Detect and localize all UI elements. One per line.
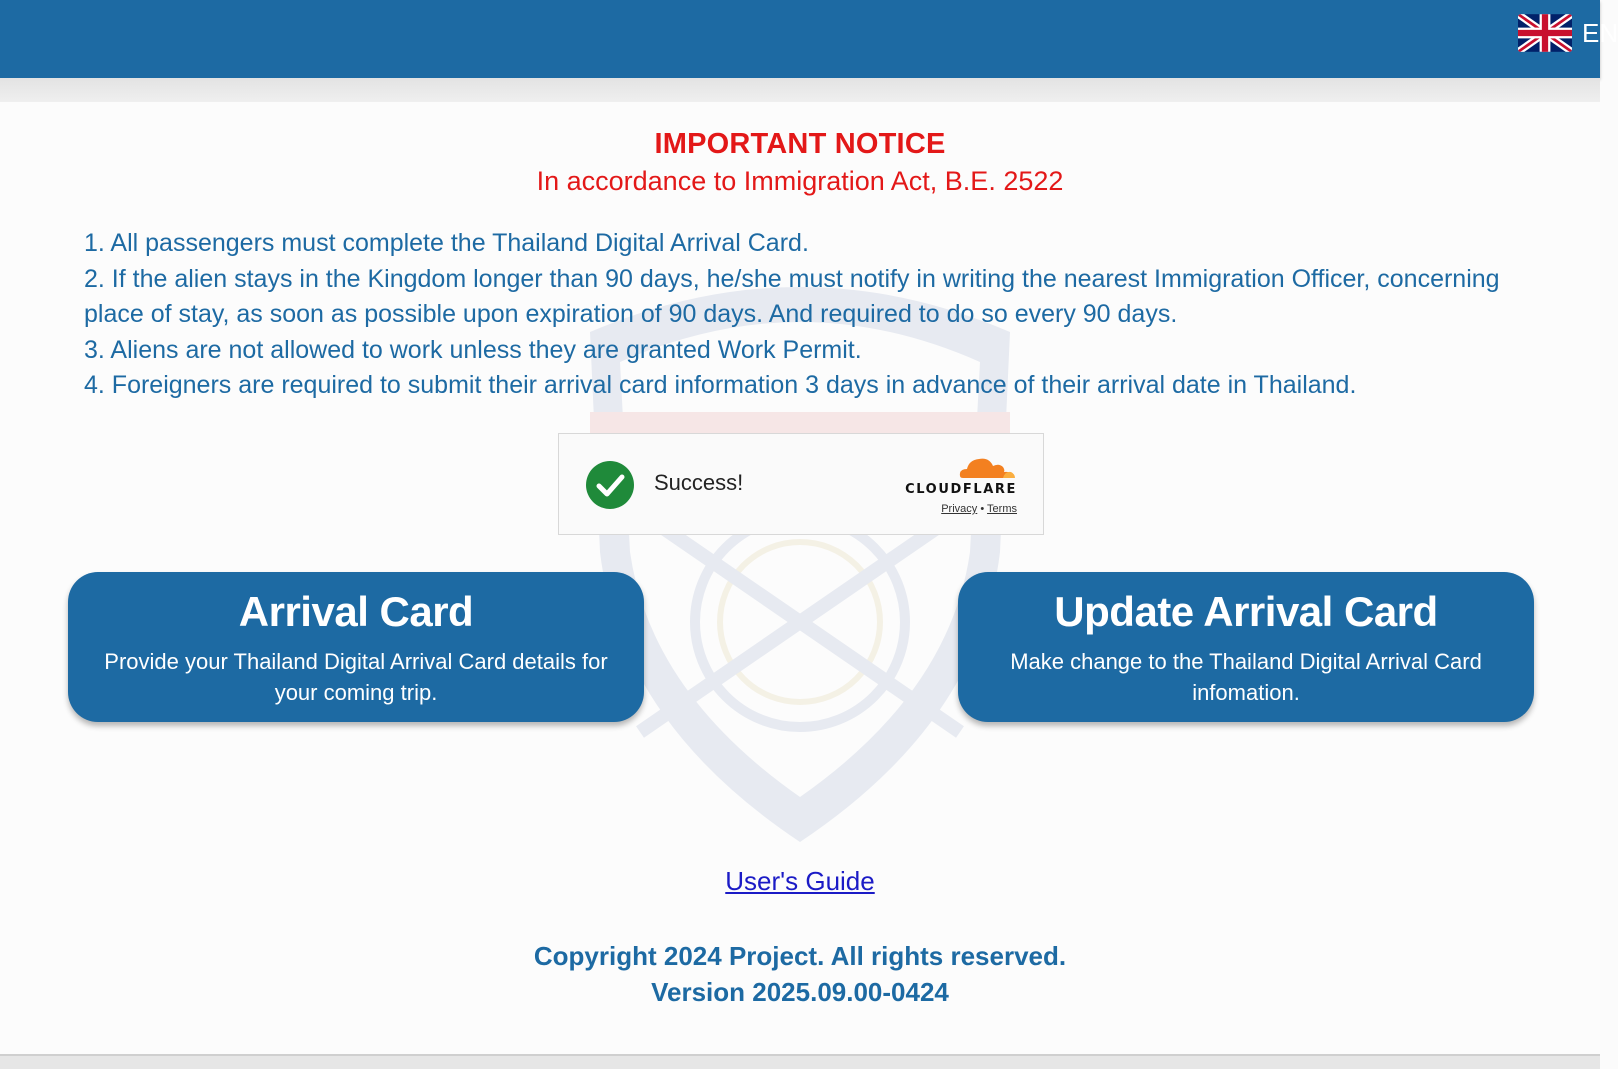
update-arrival-card-title: Update Arrival Card <box>1054 588 1438 635</box>
update-arrival-card-description: Make change to the Thailand Digital Arrival Card infomation. <box>1010 649 1482 705</box>
terms-link[interactable]: Terms <box>987 503 1017 515</box>
arrival-card-button[interactable] <box>68 572 644 722</box>
captcha-links <box>895 503 1017 515</box>
users-guide-link[interactable]: User's Guide <box>725 866 875 896</box>
notice-rules <box>84 226 1524 404</box>
check-circle-icon <box>586 461 634 509</box>
language-label: EN <box>1582 18 1618 48</box>
cloudflare-logo <box>895 454 1017 515</box>
rule-item: 2. If the alien stays in the Kingdom longer than 90 days, he/she must notify in writing the nearest Immigration Officer, concerning place of stay, as soon as possible upon expiration of 90 days. And required to do so every 90 days. <box>84 264 1500 328</box>
copyright-text: Copyright 2024 Project. All rights reserved. <box>533 941 1067 971</box>
link-separator: • <box>980 503 985 515</box>
arrival-card-title: Arrival Card <box>238 588 474 635</box>
cloudflare-wordmark: CLOUDFLARE <box>905 482 1017 497</box>
header-bar <box>0 0 1618 78</box>
privacy-link[interactable]: Privacy <box>941 503 978 515</box>
rule-item: 4. Foreigners are required to submit their arrival card information 3 days in advance of their arrival date in Thailand. <box>84 371 1357 399</box>
cloud-icon <box>955 454 1017 480</box>
rule-item: 3. Aliens are not allowed to work unless they are granted Work Permit. <box>84 335 862 364</box>
captcha-status: Success! <box>654 470 744 495</box>
bottom-border <box>0 1054 1600 1069</box>
main-content <box>0 102 1600 1054</box>
notice-title: IMPORTANT NOTICE <box>654 128 946 160</box>
language-selector[interactable] <box>1518 12 1618 54</box>
users-guide-container <box>0 866 1600 897</box>
cloudflare-captcha-widget[interactable] <box>558 433 1044 535</box>
header-shadow <box>0 78 1600 102</box>
arrival-card-description: Provide your Thailand Digital Arrival Card details for your coming trip. <box>104 649 608 705</box>
version-text: Version 2025.09.00-0424 <box>651 977 949 1007</box>
footer <box>0 938 1600 1010</box>
update-arrival-card-button[interactable] <box>958 572 1534 722</box>
rule-item: 1. All passengers must complete the Thailand Digital Arrival Card. <box>84 229 809 257</box>
notice-subtitle: In accordance to Immigration Act, B.E. 2522 <box>536 166 1064 196</box>
uk-flag-icon <box>1518 12 1572 54</box>
